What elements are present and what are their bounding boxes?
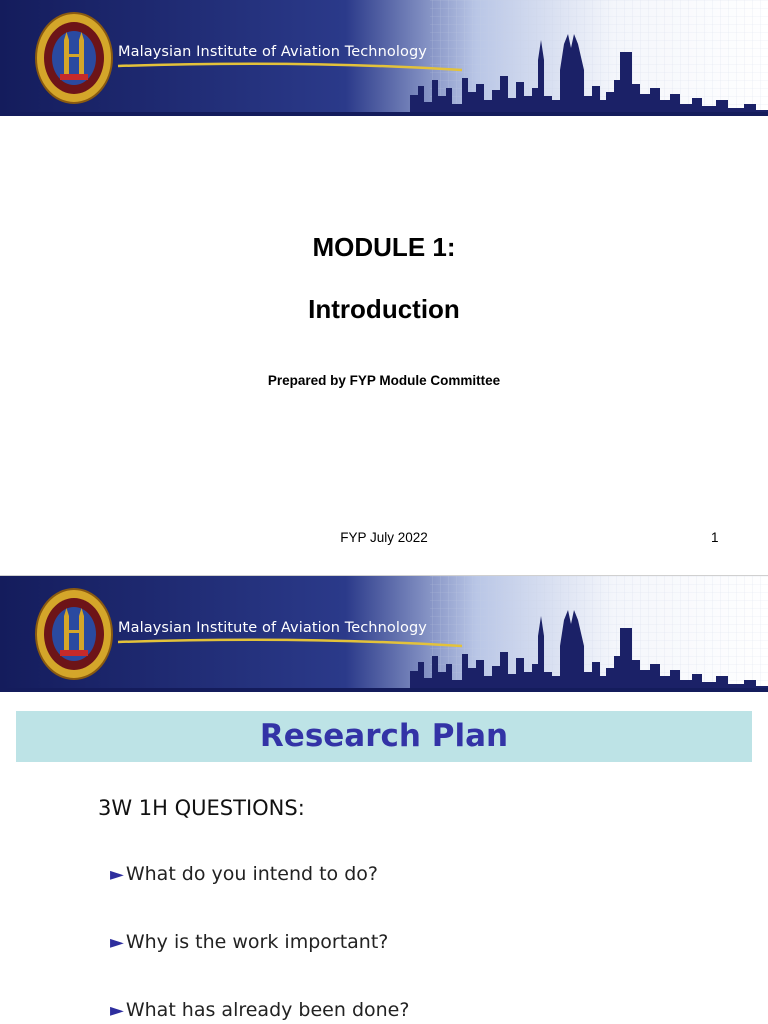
slide-title-bar (16, 711, 752, 762)
header-banner (0, 576, 768, 692)
questions-heading: 3W 1H QUESTIONS: (98, 796, 305, 820)
institution-name: Malaysian Institute of Aviation Technology (118, 44, 427, 60)
right-triangle-arrow-icon: ► (110, 932, 124, 953)
header-banner (0, 0, 768, 116)
slide-number: 1 (711, 530, 719, 545)
footer-text: FYP July 2022 (340, 530, 428, 545)
module-title: MODULE 1: (312, 232, 456, 262)
slide-title: Research Plan (259, 718, 509, 754)
module-subtitle: Introduction (308, 294, 460, 324)
list-item-text: What has already been done? (125, 999, 410, 1021)
slide-2 (0, 576, 768, 1024)
university-crest-logo (34, 586, 114, 682)
list-item (110, 999, 409, 1021)
list-item-text: What do you intend to do? (125, 863, 378, 885)
right-triangle-arrow-icon: ► (110, 864, 124, 885)
list-item (110, 863, 378, 885)
list-item-text: Why is the work important? (125, 931, 389, 953)
prepared-by-text: Prepared by FYP Module Committee (267, 373, 501, 388)
right-triangle-arrow-icon: ► (110, 1000, 124, 1021)
list-item (110, 931, 388, 953)
institution-name: Malaysian Institute of Aviation Technology (118, 620, 427, 636)
university-crest-logo (34, 10, 114, 106)
